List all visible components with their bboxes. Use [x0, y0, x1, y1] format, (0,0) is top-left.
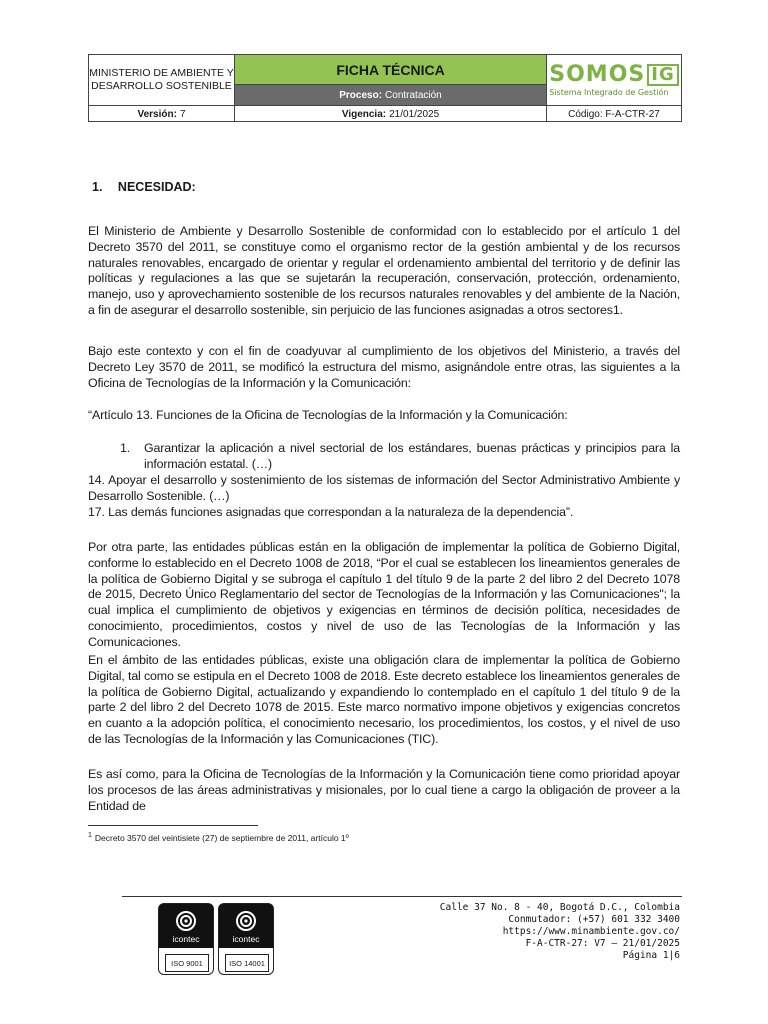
badge-brand: icontec [232, 934, 260, 944]
footer-contact [440, 902, 680, 962]
icontec-icon [175, 910, 197, 932]
footer-address: Calle 37 No. 8 - 40, Bogotá D.C., Colombia [439, 902, 680, 913]
version-cell [89, 106, 235, 122]
organization-name: MINISTERIO DE AMBIENTE Y DESARROLLO SOSTENIBLE [89, 55, 235, 105]
icontec-icon [235, 910, 257, 932]
paragraph-5: En el ámbito de las entidades públicas, existe una obligación clara de implementar la política de Gobierno Digital, tal como se estipula en el Decreto 1008 de 2018. Este decreto establece los lineamientos generales de la política de Gobierno Digital, actualizando y expandiendo lo contemplado en el capítulo 1 del título 9 de la parte 2 del libro 2 del Decreto 1078 de 2015. Este marco normativo impone objetivos y exigencias concretos en cuanto a la adopción política, el conocimiento necesario, los procedimientos, los costos, y el nivel de uso de las Tecnologías de la Información y las Comunicaciones (TIC). [88, 653, 680, 746]
vigencia-label: Vigencia: [341, 108, 387, 120]
footer-separator [122, 896, 682, 897]
paragraph-1: El Ministerio de Ambiente y Desarrollo Sostenible de conformidad con lo establecido por el artículo 1 del Decreto 3570 del 2011, se constituye como el organismo rector de la gestión ambiental y de los recursos naturales renovables, encargado de orientar y regular el ordenamiento ambiental del territorio y de definir las políticas y regulaciones a las que se sujetarán la recuperación, conservación, protección, ordenamiento, manejo, uso y aprovechamiento sostenible de los recursos naturales renovables y del ambiente de la Nación, a fin de asegurar el desarrollo sostenible, sin perjuicio de las funciones asignadas a otros sectores1. [88, 224, 680, 317]
list-item-1-text: Garantizar la aplicación a nivel sectorial de los estándares, buenas prácticas y principios para la información estatal. (…) [144, 441, 680, 471]
footnote-mark: 1 [88, 832, 92, 839]
icontec-iso9001-badge [158, 903, 214, 975]
logo-main-text: SOMOS [549, 61, 646, 87]
badge-brand: icontec [172, 934, 200, 944]
footer-page-number: Página 1|6 [622, 950, 680, 961]
paragraph-4: Por otra parte, las entidades públicas están en la obligación de implementar la política de Gobierno Digital, conforme lo establecido en el Decreto 1008 de 2018, “Por el cual se establecen los lineamientos generales de la política de Gobierno Digital y se subroga el capítulo 1 del título 9 de la parte 2 del libro 2 del Decreto 1078 de 2015, Decreto Único Reglamentario del sector de Tecnologías de la Información y las Comunicaciones"; la cual implica el cumplimiento de objetivos y exigencias en términos de decisión política, necesidades de conocimiento, procedimientos, costos y nivel de uso de las Tecnologías de la Información y las Comunicaciones. [88, 540, 680, 649]
list-item-1 [120, 441, 680, 473]
version-label: Versión: [137, 108, 177, 120]
icontec-iso14001-badge [218, 903, 274, 975]
vigencia-value: 21/01/2025 [389, 108, 440, 120]
logo-box-text: IG [647, 64, 678, 86]
paragraph-6: Es así como, para la Oficina de Tecnologías de la Información y la Comunicación tiene como prioridad apoyar los procesos de las áreas administrativas y misionales, por lo cual tiene a cargo la obligación de proveer a la Entidad de [88, 767, 680, 813]
list-item-17: 17. Las demás funciones asignadas que correspondan a la naturaleza de la dependencia”. [88, 505, 574, 519]
paragraph-3: “Artículo 13. Funciones de la Oficina de Tecnologías de la Información y la Comunicación: [88, 408, 568, 422]
document-header [88, 54, 682, 122]
logo-subtitle: Sistema Integrado de Gestión [549, 87, 669, 97]
footer-phone: Conmutador: (+57) 601 332 3400 [508, 914, 680, 925]
vigencia-cell [235, 106, 547, 122]
list-item-1-number: 1. [120, 441, 131, 455]
somos-sig-logo [547, 55, 681, 105]
section-title: NECESIDAD: [117, 180, 196, 194]
version-value: 7 [179, 108, 186, 120]
section-heading [92, 180, 196, 194]
section-number: 1. [92, 180, 103, 194]
badge-iso-label: ISO 9001 [165, 954, 209, 972]
codigo-cell [547, 106, 681, 122]
footer-doc-code: F-A-CTR-27: V7 – 21/01/2025 [525, 938, 680, 949]
footnote [88, 832, 349, 843]
codigo-value: F-A-CTR-27 [605, 108, 660, 120]
document-title: FICHA TÉCNICA [235, 55, 547, 85]
paragraph-2: Bajo este contexto y con el fin de coadyuvar al cumplimiento de los objetivos del Ministerio, a través del Decreto Ley 3570 de 2011, se modificó la estructura del mismo, asignándole entre otras, las siguientes a la Oficina de Tecnologías de la Información y la Comunicación: [88, 344, 680, 390]
header-meta-row [89, 105, 681, 122]
footer-website[interactable]: https://www.minambiente.gov.co/ [502, 926, 680, 937]
badge-iso-label: ISO 14001 [225, 954, 269, 972]
list-item-14: 14. Apoyar el desarrollo y sostenimiento de los sistemas de información del Sector Administrativo Ambiente y Desarrollo Sostenible. (…) [88, 473, 680, 503]
process-label: Proceso: [339, 89, 383, 101]
footnote-text: Decreto 3570 del veintisiete (27) de septiembre de 2011, artículo 1º [94, 832, 349, 843]
footnote-separator [88, 825, 258, 826]
process-value: Contratación [385, 89, 442, 101]
codigo-label: Código: [568, 108, 603, 120]
process-cell [235, 85, 547, 105]
